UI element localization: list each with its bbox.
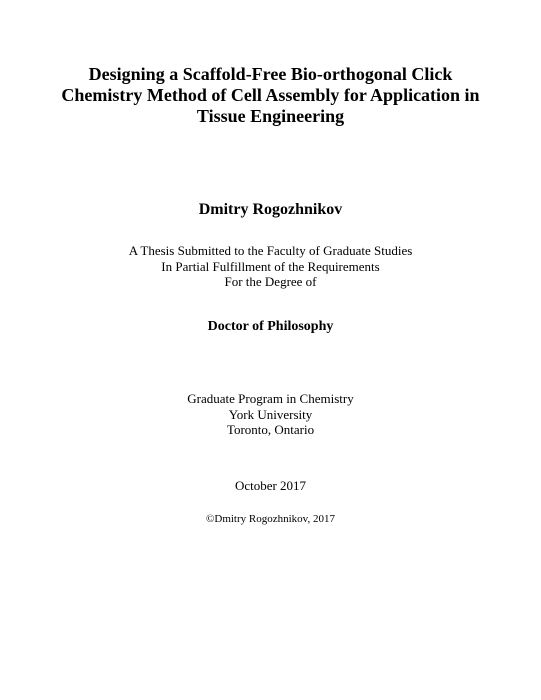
author-name: Dmitry Rogozhnikov [198,201,343,218]
submission-statement-line: In Partial Fulfillment of the Requirements [161,258,380,274]
thesis-title-line: Tissue Engineering [196,106,345,126]
submission-date: October 2017 [234,478,307,493]
copyright-notice: ©Dmitry Rogozhnikov, 2017 [206,513,335,525]
graduate-program-line: Graduate Program in Chemistry [187,391,354,406]
thesis-title-line: Chemistry Method of Cell Assembly for Application in [61,85,480,105]
thesis-title [40,64,501,127]
graduate-program [0,391,541,438]
submission-statement-line: A Thesis Submitted to the Faculty of Graduate Studies [128,243,413,258]
graduate-program-line: York University [228,406,313,422]
submission-statement-line: For the Degree of [224,274,317,289]
thesis-title-line: Designing a Scaffold-Free Bio-orthogonal Click [88,64,453,84]
degree-name: Doctor of Philosophy [207,319,334,334]
graduate-program-line: Toronto, Ontario [226,422,315,437]
submission-statement [0,243,541,290]
